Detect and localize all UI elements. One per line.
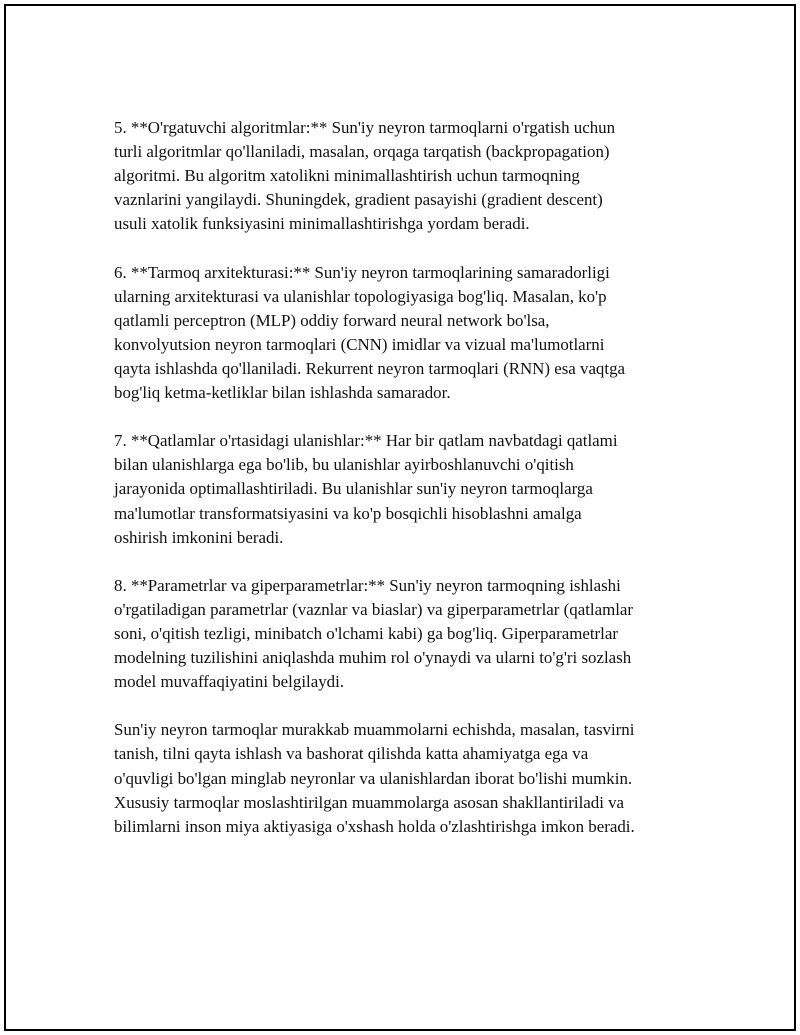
text-line: ularning arxitekturasi va ulanishlar topologiyasiga bog'liq. Masalan, ko'p [114, 286, 607, 306]
text-line: usuli xatolik funksiyasini minimallashtirishga yordam beradi. [114, 214, 530, 234]
text-line: jarayonida optimallashtiriladi. Bu ulanishlar sun'iy neyron tarmoqlarga [114, 479, 593, 499]
paragraph-layer-connections [114, 429, 704, 549]
text-line: Sun'iy neyron tarmoqlar murakkab muammolarni echishda, masalan, tasvirni [114, 720, 635, 740]
text-line: soni, o'qitish tezligi, minibatch o'lchami kabi) ga bog'liq. Giperparametrlar [114, 623, 618, 643]
text-line: 7. **Qatlamlar o'rtasidagi ulanishlar:** Har bir qatlam navbatdagi qatlami [114, 431, 618, 451]
text-line: o'rgatiladigan parametrlar (vaznlar va biaslar) va giperparametrlar (qatlamlar [114, 599, 634, 619]
text-line: qatlamli perceptron (MLP) oddiy forward neural network bo'lsa, [114, 310, 550, 330]
text-line: o'quvligi bo'lgan minglab neyronlar va ulanishlardan iborat bo'lishi mumkin. [114, 768, 633, 788]
text-line: Xususiy tarmoqlar moslashtirilgan muammolarga asosan shakllantiriladi va [114, 792, 625, 812]
text-line: tanish, tilni qayta ishlash va bashorat qilishda katta ahamiyatga ega va [114, 744, 589, 764]
paragraph-algorithms [114, 116, 704, 236]
paragraph-summary [114, 718, 704, 838]
text-line: konvolyutsion neyron tarmoqlari (CNN) imidlar va vizual ma'lumotlarni [114, 334, 605, 354]
document-body [114, 116, 704, 863]
text-line: modelning tuzilishini aniqlashda muhim rol o'ynaydi va ularni to'g'ri sozlash [114, 648, 632, 668]
text-line: 8. **Parametrlar va giperparametrlar:** Sun'iy neyron tarmoqning ishlashi [114, 575, 621, 595]
text-line: qayta ishlashda qo'llaniladi. Rekurrent neyron tarmoqlari (RNN) esa vaqtga [114, 358, 626, 378]
paragraph-architecture [114, 261, 704, 406]
text-line: 5. **O'rgatuvchi algoritmlar:** Sun'iy neyron tarmoqlarni o'rgatish uchun [114, 118, 616, 137]
text-line: turli algoritmlar qo'llaniladi, masalan, orqaga tarqatish (backpropagation) [114, 142, 610, 162]
text-line: bilimlarni inson miya aktiyasiga o'xshash holda o'zlashtirishga imkon beradi. [114, 816, 635, 836]
text-line: bog'liq ketma-ketliklar bilan ishlashda samarador. [114, 383, 451, 403]
text-line: model muvaffaqiyatini belgilaydi. [114, 672, 345, 692]
text-line: algoritmi. Bu algoritm xatolikni minimallashtirish uchun tarmoqning [114, 166, 580, 186]
paragraph-parameters [114, 574, 704, 694]
text-line: 6. **Tarmoq arxitekturasi:** Sun'iy neyron tarmoqlarining samaradorligi [114, 262, 610, 282]
text-line: oshirish imkonini beradi. [114, 527, 284, 547]
text-line: vaznlarini yangilaydi. Shuningdek, gradient pasayishi (gradient descent) [114, 190, 603, 210]
text-line: bilan ulanishlarga ega bo'lib, bu ulanishlar ayirboshlanuvchi o'qitish [114, 455, 574, 475]
text-line: ma'lumotlar transformatsiyasini va ko'p bosqichli hisoblashni amalga [114, 503, 582, 523]
